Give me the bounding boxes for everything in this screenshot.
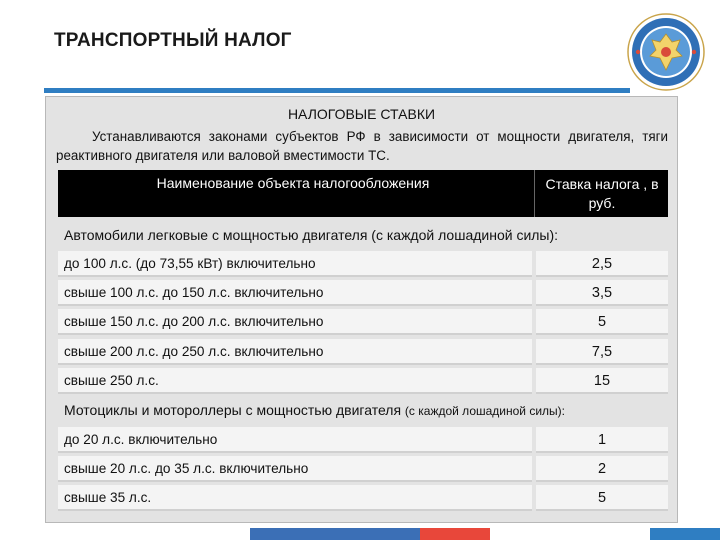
section-cars: Автомобили легковые с мощностью двигателя (с каждой лошадиной силы): [58, 222, 668, 248]
table-row [58, 485, 668, 511]
footer-segment-accent [650, 528, 720, 540]
row-name: до 20 л.с. включительно [58, 427, 532, 453]
row-rate: 15 [536, 368, 668, 394]
table-row [58, 368, 668, 394]
table-header [58, 170, 668, 217]
title-underline [44, 88, 630, 93]
footer-color-bar [0, 528, 720, 540]
row-name: свыше 150 л.с. до 200 л.с. включительно [58, 309, 532, 335]
table-row [58, 456, 668, 482]
header-rate: Ставка налога , в руб. [545, 176, 659, 211]
row-name: свыше 250 л.с. [58, 368, 532, 394]
row-name: до 100 л.с. (до 73,55 кВт) включительно [58, 251, 532, 277]
panel-heading: НАЛОГОВЫЕ СТАВКИ [287, 106, 436, 122]
section-moto [58, 397, 668, 423]
row-rate: 2 [536, 456, 668, 482]
table-row [58, 427, 668, 453]
footer-segment-red [420, 528, 490, 540]
fns-emblem-icon [626, 12, 706, 92]
row-name: свыше 100 л.с. до 150 л.с. включительно [58, 280, 532, 306]
row-rate: 5 [536, 485, 668, 511]
footer-segment-blue [250, 528, 420, 540]
table-row [58, 280, 668, 306]
footer-segment [0, 528, 250, 540]
header-name: Наименование объекта налогообложения [156, 175, 430, 191]
row-rate: 3,5 [536, 280, 668, 306]
row-rate: 2,5 [536, 251, 668, 277]
row-rate: 1 [536, 427, 668, 453]
footer-segment-white [490, 528, 650, 540]
header-divider [534, 170, 535, 217]
row-rate: 7,5 [536, 339, 668, 365]
tax-rates-panel [45, 96, 678, 523]
table-row [58, 339, 668, 365]
row-name: свыше 35 л.с. [58, 485, 532, 511]
row-name: свыше 20 л.с. до 35 л.с. включительно [58, 456, 532, 482]
table-row [58, 309, 668, 335]
panel-intro: Устанавливаются законами субъектов РФ в зависимости от мощности двигателя, тяги реактивного двигателя или валовой вместимости ТС. [56, 129, 668, 163]
page-title: ТРАНСПОРТНЫЙ НАЛОГ [54, 30, 292, 51]
row-rate: 5 [536, 309, 668, 335]
row-name: свыше 200 л.с. до 250 л.с. включительно [58, 339, 532, 365]
section-moto-main: Мотоциклы и мотороллеры с мощностью двигателя [64, 402, 405, 418]
section-moto-note: (с каждой лошадиной силы): [404, 404, 565, 418]
table-row [58, 251, 668, 277]
